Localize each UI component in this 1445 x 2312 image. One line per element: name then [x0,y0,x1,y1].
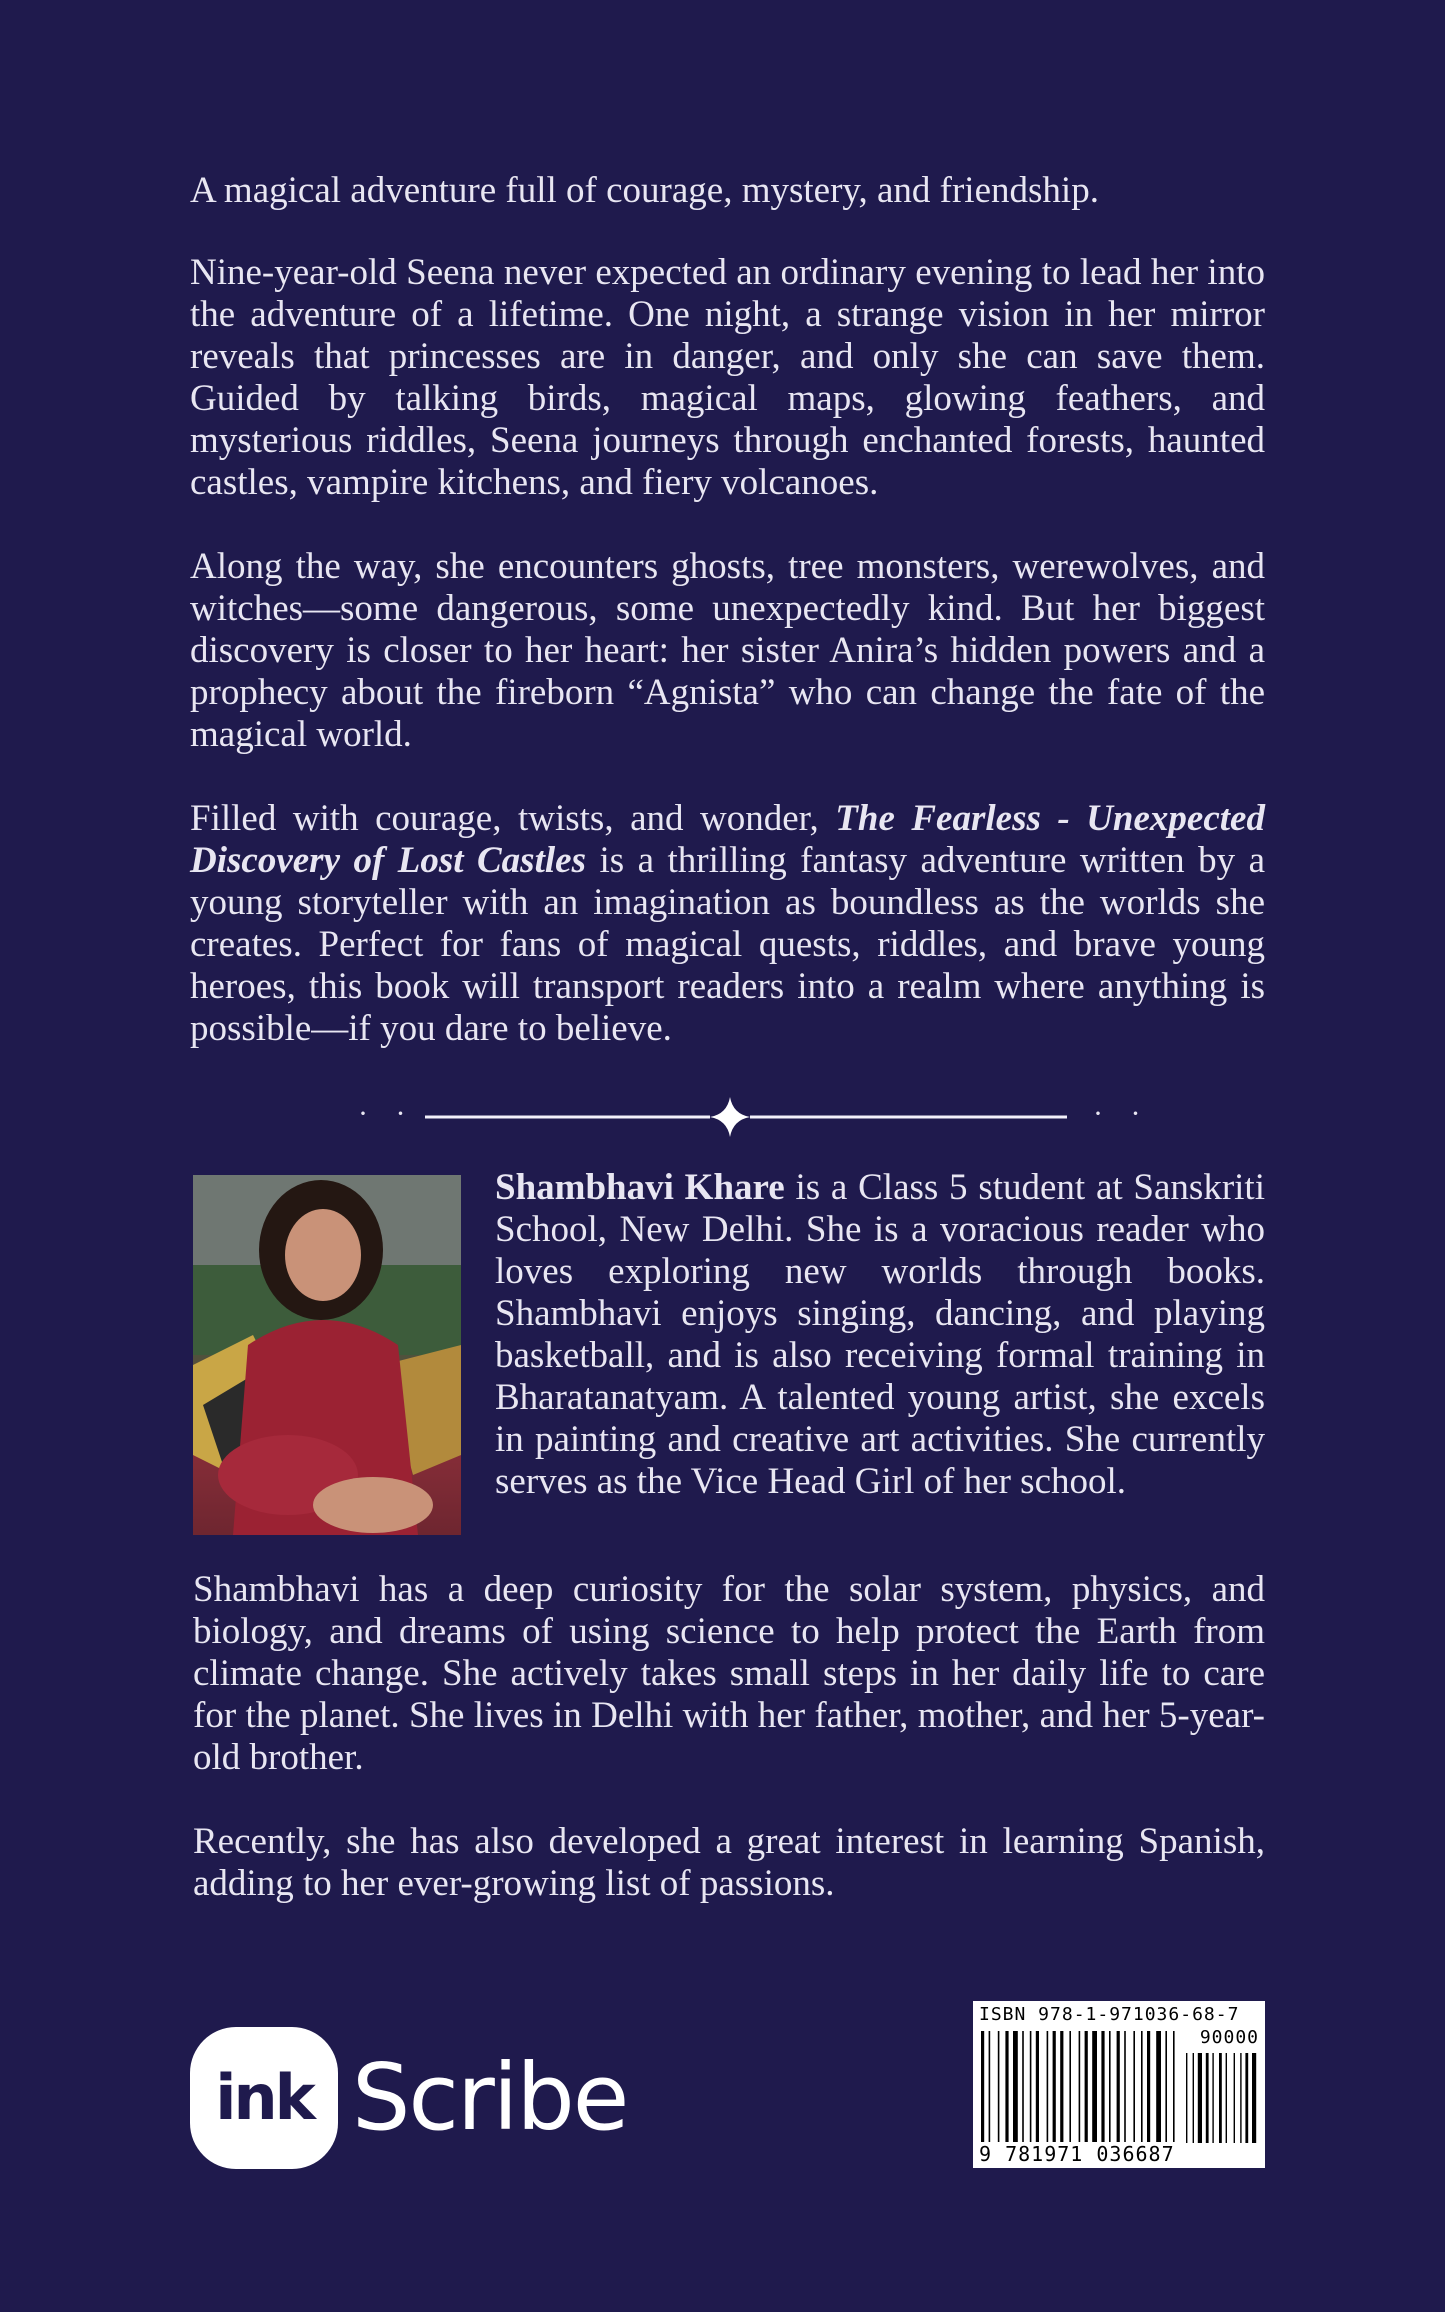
author-name: Shambhavi Khare [495,1167,785,1208]
author-paragraph-3: Recently, she has also developed a great interest in learning Spanish, adding to her ever-growing list of passions. [193,1821,1265,1904]
logo-wordmark: Scribe [352,2043,628,2151]
publisher-logo [190,2025,627,2170]
author-bio-text: is a Class 5 student at Sanskriti School, New Delhi. She is a voracious reader who loves exploring new worlds through books. Shambhavi enjoys singing, dancing, and playing basketball, and is also receiving formal training in Bharatanatyam. A talented young artist, she excels in painting and creative art activities. She currently serves as the Vice Head Girl of her school. [495,1167,1265,1502]
blurb-p3-lead: Filled with courage, twists, and wonder, [190,798,836,839]
author-bio [495,1167,1265,1503]
blurb-intro: A magical adventure full of courage, mystery, and friendship. [190,170,1099,211]
author-bio-paragraph [495,1167,1265,1503]
blurb-p3-rest: is a thrilling fantasy adventure written by a young storyteller with an imagination as boundless as the worlds she creates. Perfect for fans of magical quests, riddles, and brave young heroes, this book will transport readers into a realm where anything is possible—if you dare to believe. [190,840,1266,1049]
book-title: The Fearless - Unexpected Discovery of Lost Castles [190,798,1265,881]
price-code: 90000 [1199,2027,1259,2048]
ornamental-divider [355,1092,1090,1142]
isbn-label: ISBN 978-1-971036-68-7 [979,2004,1240,2025]
author-more-info [193,1569,1265,1947]
divider-right-dots: · · [1093,1097,1151,1130]
diamond-star-icon [710,1097,750,1137]
isbn-barcode [973,2001,1265,2168]
blurb-paragraph-3 [190,798,1265,1050]
author-photo [193,1175,461,1535]
author-paragraph-2: Shambhavi has a deep curiosity for the solar system, physics, and biology, and dreams of using science to help protect the Earth from climate change. She actively takes small steps in her daily life to care for the planet. She lives in Delhi with her father, mother, and her 5-year-old brother. [193,1569,1265,1778]
blurb-paragraph-2: Along the way, she encounters ghosts, tree monsters, werewolves, and witches—some dangerous, some unexpectedly kind. But her biggest discovery is closer to her heart: her sister Anira’s hidden powers and a prophecy about the fireborn “Agnista” who can change the fate of the magical world. [190,546,1265,755]
divider-left-dots: · · [358,1097,416,1130]
back-cover-blurb [190,170,1265,1092]
isbn-digits: 9 781971 036687 [979,2142,1175,2166]
blurb-paragraph-1: Nine-year-old Seena never expected an ordinary evening to lead her into the adventure of a lifetime. One night, a strange vision in her mirror reveals that princesses are in danger, and only she can save them. Guided by talking birds, magical maps, glowing feathers, and mysterious riddles, Seena journeys through enchanted forests, haunted castles, vampire kitchens, and fiery volcanoes. [190,252,1265,503]
logo-badge: ink [190,2027,338,2169]
